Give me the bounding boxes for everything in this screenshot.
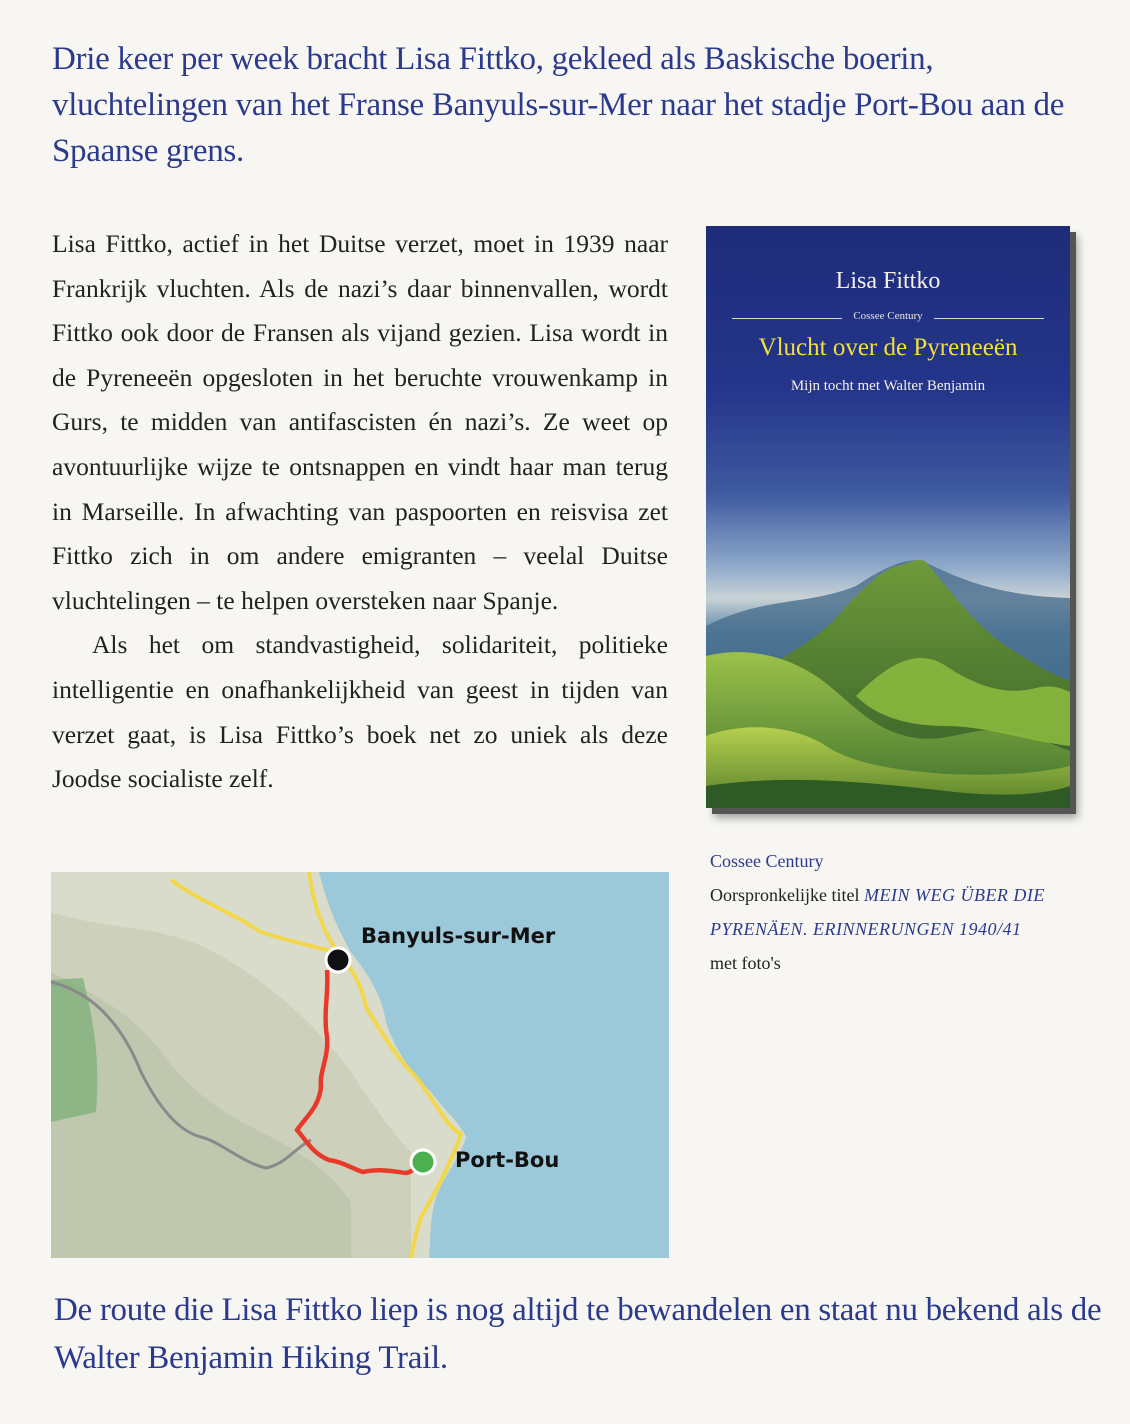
caption-original-title <box>710 878 1090 946</box>
caption-extra: met foto's <box>710 953 781 973</box>
route-map <box>51 872 669 1258</box>
banyuls-marker <box>326 948 350 972</box>
caption-original-title-value: MEIN WEG ÜBER DIE PYRENÄEN. ERINNERUNGEN 1940/41 <box>710 885 1045 939</box>
book-caption <box>710 844 1090 980</box>
book-cover <box>706 226 1070 808</box>
banyuls-label: Banyuls-sur-Mer <box>361 924 556 948</box>
book-author: Lisa Fittko <box>835 268 941 294</box>
caption-publisher: Cossee Century <box>710 851 824 871</box>
outro-text: De route die Lisa Fittko liep is nog altijd te bewandelen en staat nu bekend als de Walter Benjamin Hiking Trail. <box>54 1292 1102 1376</box>
portbou-label: Port-Bou <box>455 1148 560 1172</box>
book-publisher: Cossee Century <box>853 310 923 322</box>
body-paragraph-1: Lisa Fittko, actief in het Duitse verzet, moet in 1939 naar Frankrijk vluchten. Als de nazi’s daar binnenvallen, wordt Fittko ook door de Fransen als vijand gezien. Lisa wordt in de Pyreneeën opgesloten in het beruchte vrouwenkamp in Gurs, te midden van antifascisten én nazi’s. Ze weet op avontuurlijke wijze te ontsnappen en vindt haar man terug in Marseille. In afwachting van paspoorten en reisvisa zet Fittko zich in om andere emigranten – veelal Duitse vluchtelingen – te helpen oversteken naar Spanje. <box>52 229 668 615</box>
intro-heading: Drie keer per week bracht Lisa Fittko, gekleed als Baskische boerin, vluchtelingen van het Franse Banyuls-sur-Mer naar het stadje Port-Bou aan de Spaanse grens. <box>52 41 1065 169</box>
caption-original-title-prefix: Oorspronkelijke titel <box>710 885 864 905</box>
route-map-graphic <box>51 872 669 1258</box>
portbou-marker <box>411 1150 435 1174</box>
book-subtitle: Mijn tocht met Walter Benjamin <box>790 378 986 394</box>
body-paragraph-2: Als het om standvastigheid, solidariteit, politieke intelligentie en onafhankelijkheid van geest in tijden van verzet gaat, is Lisa Fittko’s boek net zo uniek als deze Joodse socialiste zelf. <box>52 630 668 794</box>
book-title: Vlucht over de Pyreneeën <box>758 334 1018 361</box>
article-body <box>52 222 668 802</box>
